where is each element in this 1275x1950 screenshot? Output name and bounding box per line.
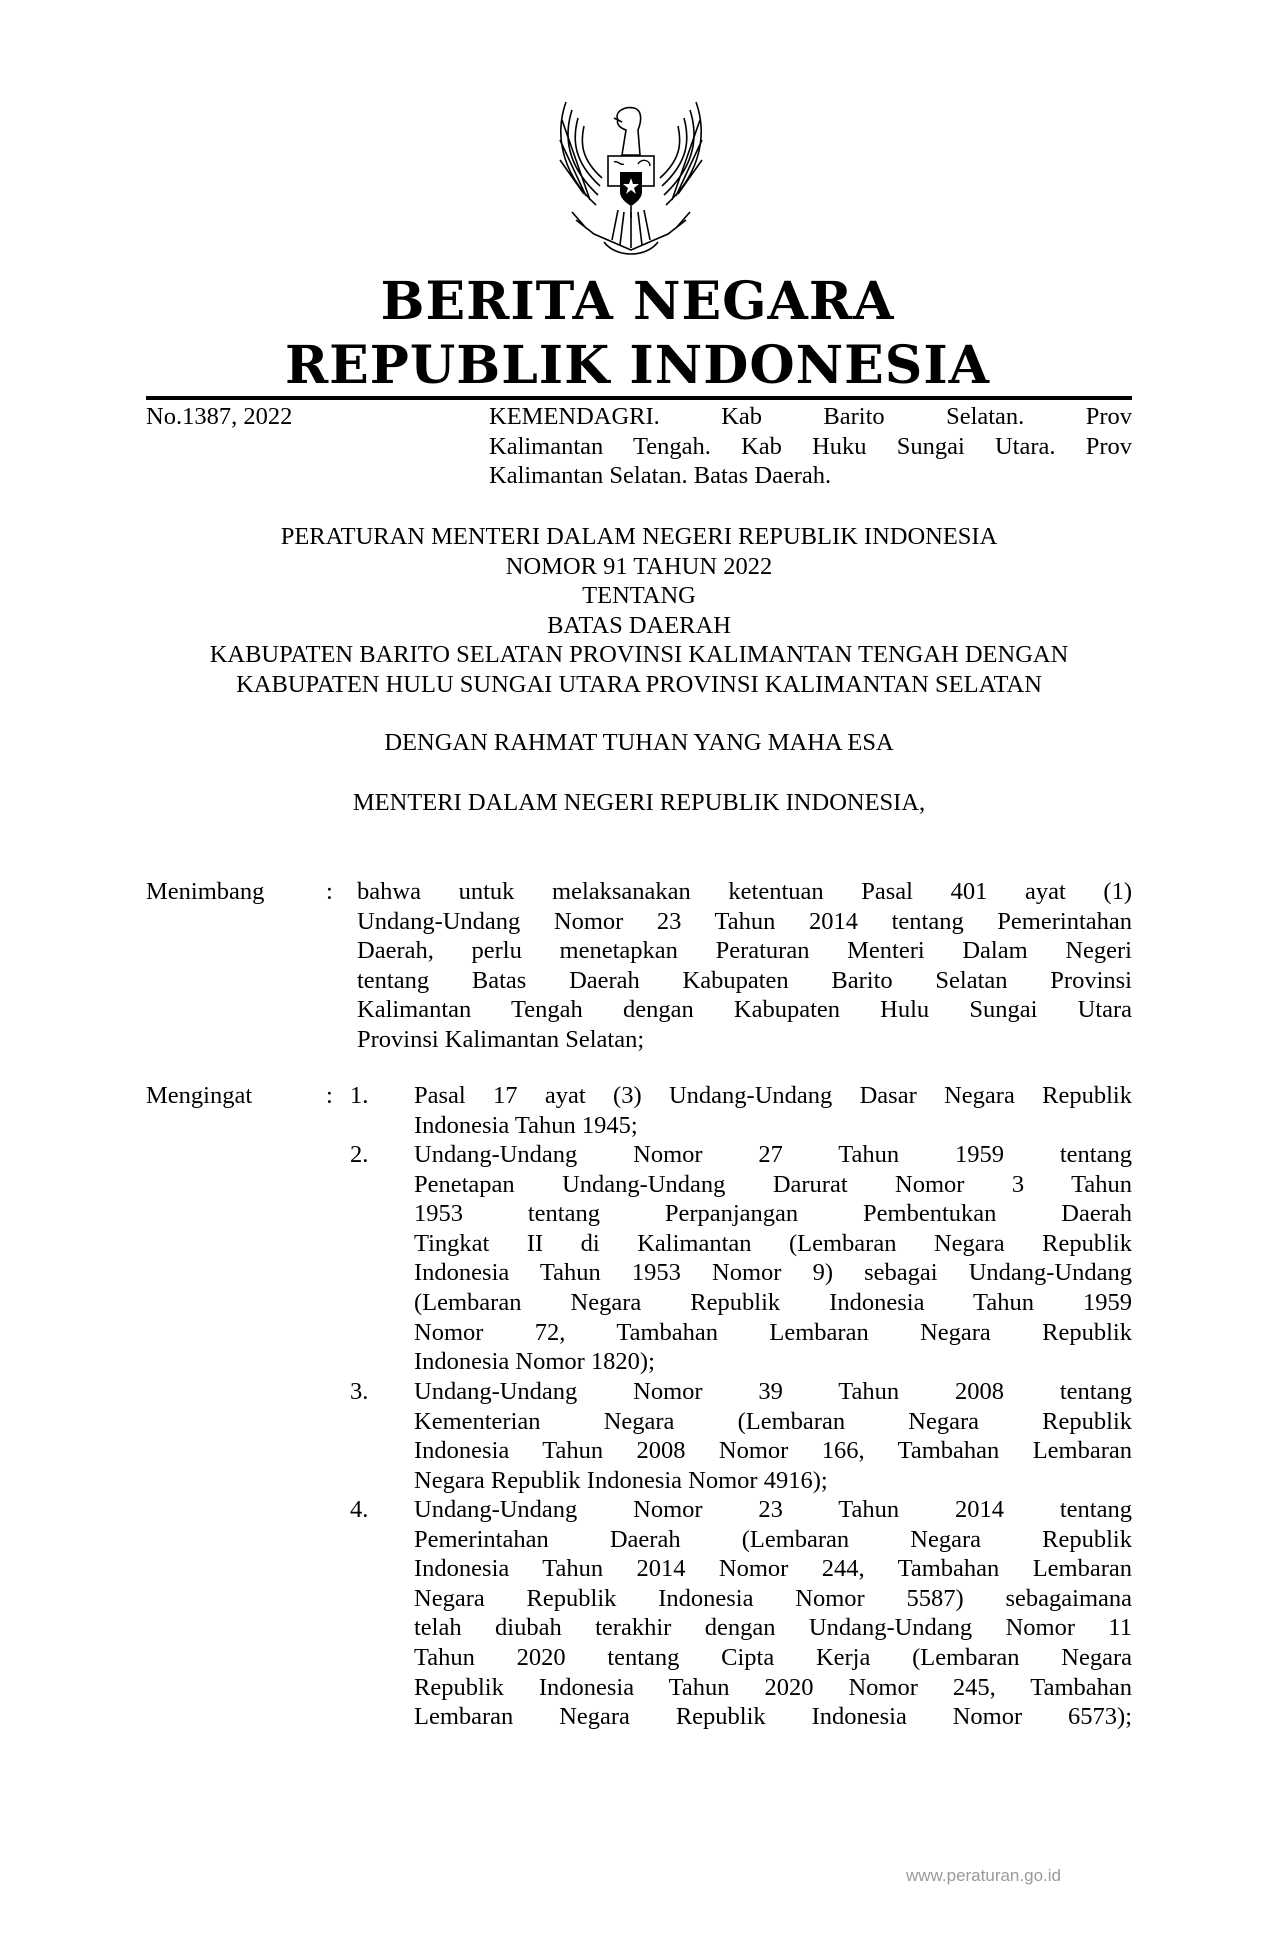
- invocation: DENGAN RAHMAT TUHAN YANG MAHA ESA: [384, 729, 894, 756]
- gazette-title-line2: REPUBLIK INDONESIA: [284, 335, 991, 396]
- item-line: Tahun 2020 tentang Cipta Kerja (Lembaran Negara: [414, 1643, 1132, 1671]
- regulation-title-line: PERATURAN MENTERI DALAM NEGERI REPUBLIK INDONESIA: [280, 523, 998, 550]
- mengingat-colon: :: [326, 1082, 333, 1109]
- item-text: [414, 1495, 1132, 1732]
- regulation-subject: BATAS DAERAH: [547, 611, 731, 639]
- paragraph-line: Daerah, perlu menetapkan Peraturan Menteri Dalam Negeri: [357, 937, 1132, 965]
- item-line: 1953 tentang Perpanjangan Pembentukan Daerah: [414, 1200, 1132, 1228]
- item-line: Pasal 17 ayat (3) Undang-Undang Dasar Negara Republik: [414, 1082, 1132, 1109]
- item-text: [414, 1377, 1132, 1495]
- item-number: 4.: [350, 1496, 369, 1523]
- paragraph-line: bahwa untuk melaksanakan ketentuan Pasal 401 ayat (1): [357, 878, 1132, 905]
- issue-subject-line: KEMENDAGRI. Kab Barito Selatan. Prov: [489, 403, 1132, 430]
- item-line: Indonesia Tahun 1953 Nomor 9) sebagai Undang-Undang: [414, 1259, 1132, 1287]
- item-line: Undang-Undang Nomor 23 Tahun 2014 tentang: [414, 1496, 1132, 1523]
- item-number: 1.: [350, 1082, 369, 1109]
- masthead-divider: [146, 396, 1132, 400]
- mengingat-label: Mengingat: [146, 1082, 253, 1109]
- item-line: Indonesia Nomor 1820);: [414, 1348, 655, 1376]
- regulation-subject-detail: KABUPATEN BARITO SELATAN PROVINSI KALIMANTAN TENGAH DENGAN: [209, 641, 1069, 669]
- item-line: Indonesia Tahun 1945;: [414, 1111, 638, 1139]
- item-text: [414, 1081, 1132, 1140]
- issue-subject-line: Kalimantan Selatan. Batas Daerah.: [489, 462, 832, 490]
- footer-website-url: www.peraturan.go.id: [906, 1866, 1061, 1885]
- item-line: Nomor 72, Tambahan Lembaran Negara Republik: [414, 1318, 1132, 1346]
- item-line: Negara Republik Indonesia Nomor 5587) sebagaimana: [414, 1584, 1132, 1612]
- item-line: Pemerintahan Daerah (Lembaran Negara Republik: [414, 1525, 1132, 1553]
- menimbang-label: Menimbang: [146, 878, 265, 905]
- item-line: Undang-Undang Nomor 39 Tahun 2008 tentang: [414, 1378, 1132, 1405]
- regulation-number: NOMOR 91 TAHUN 2022: [505, 552, 773, 580]
- item-number: 2.: [350, 1141, 369, 1168]
- paragraph-line: Undang-Undang Nomor 23 Tahun 2014 tentang Pemerintahan: [357, 907, 1132, 935]
- item-text: [414, 1140, 1132, 1377]
- issue-number: No.1387, 2022: [146, 403, 293, 430]
- item-line: Negara Republik Indonesia Nomor 4916);: [414, 1466, 828, 1494]
- item-line: Lembaran Negara Republik Indonesia Nomor 6573);: [414, 1703, 1132, 1731]
- item-number: 3.: [350, 1378, 369, 1405]
- item-line: Tingkat II di Kalimantan (Lembaran Negara Republik: [414, 1229, 1132, 1257]
- menimbang-paragraph: [357, 877, 1132, 1055]
- gazette-title-line1: BERITA NEGARA: [380, 271, 895, 332]
- item-line: (Lembaran Negara Republik Indonesia Tahun 1959: [414, 1288, 1132, 1316]
- item-line: Republik Indonesia Tahun 2020 Nomor 245, Tambahan: [414, 1673, 1132, 1701]
- regulation-subject-detail: KABUPATEN HULU SUNGAI UTARA PROVINSI KALIMANTAN SELATAN: [236, 670, 1042, 698]
- item-line: Penetapan Undang-Undang Darurat Nomor 3 Tahun: [414, 1170, 1132, 1198]
- regulation-tentang: TENTANG: [582, 582, 696, 610]
- item-line: Undang-Undang Nomor 27 Tahun 1959 tentang: [414, 1141, 1132, 1168]
- item-line: telah diubah terakhir dengan Undang-Undang Nomor 11: [414, 1614, 1132, 1642]
- regulation-title: [146, 522, 1132, 700]
- paragraph-line: Kalimantan Tengah dengan Kabupaten Hulu Sungai Utara: [357, 996, 1132, 1024]
- item-line: Indonesia Tahun 2014 Nomor 244, Tambahan Lembaran: [414, 1555, 1132, 1583]
- issuer: MENTERI DALAM NEGERI REPUBLIK INDONESIA,: [352, 789, 926, 816]
- issue-subject-line: Kalimantan Tengah. Kab Huku Sungai Utara. Prov: [489, 432, 1132, 460]
- garuda-emblem-icon: [556, 100, 706, 260]
- issue-subject: [489, 402, 1132, 491]
- item-line: Kementerian Negara (Lembaran Negara Republik: [414, 1407, 1132, 1435]
- paragraph-line: Provinsi Kalimantan Selatan;: [357, 1025, 645, 1053]
- item-line: Indonesia Tahun 2008 Nomor 166, Tambahan Lembaran: [414, 1437, 1132, 1465]
- menimbang-colon: :: [326, 878, 333, 905]
- paragraph-line: tentang Batas Daerah Kabupaten Barito Selatan Provinsi: [357, 966, 1132, 994]
